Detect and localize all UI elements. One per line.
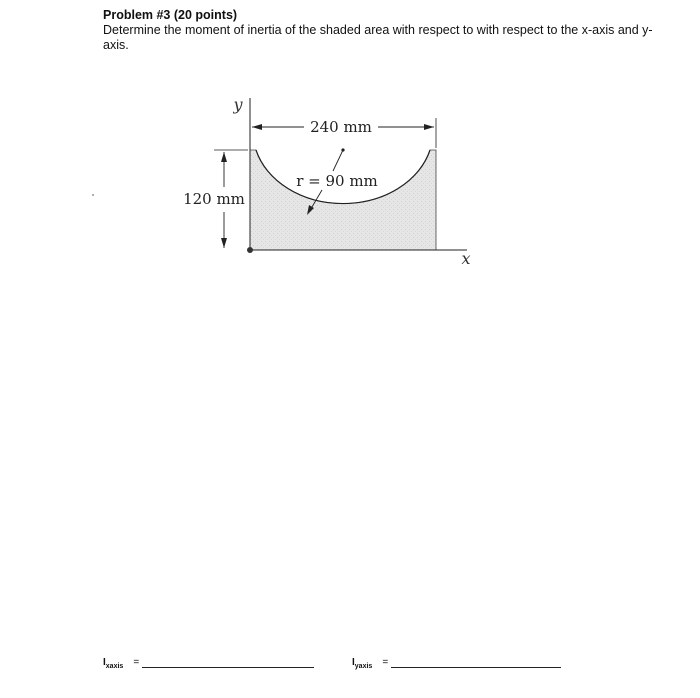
shaded-area (250, 150, 436, 250)
height-arrow-top (221, 152, 227, 162)
ix-equals: = (133, 657, 140, 668)
y-axis-label: y (233, 95, 243, 114)
problem-statement: Determine the moment of inertia of the shaded area with respect to with respect to the x-axis and y-axis. (103, 23, 653, 52)
height-arrow-bottom (221, 238, 227, 248)
iy-subscript: yaxis (354, 663, 373, 670)
circle-center-mark (341, 148, 344, 151)
x-axis-label: x (461, 249, 471, 268)
radius-leader-top (333, 150, 343, 171)
width-arrow-right (424, 124, 434, 130)
iy-symbol: I (352, 657, 355, 668)
origin-point (247, 247, 253, 253)
ix-symbol: I (103, 657, 106, 668)
width-arrow-left (252, 124, 262, 130)
radius-label: r = 90 mm (296, 172, 378, 190)
iy-equals: = (382, 657, 389, 668)
ix-subscript: xaxis (105, 663, 124, 670)
ix-answer-blank[interactable] (142, 657, 314, 668)
problem-title: Problem #3 (20 points) (103, 8, 238, 22)
width-label: 240 mm (310, 118, 372, 136)
height-label: 120 mm (183, 190, 245, 208)
iy-answer-blank[interactable] (391, 657, 561, 668)
